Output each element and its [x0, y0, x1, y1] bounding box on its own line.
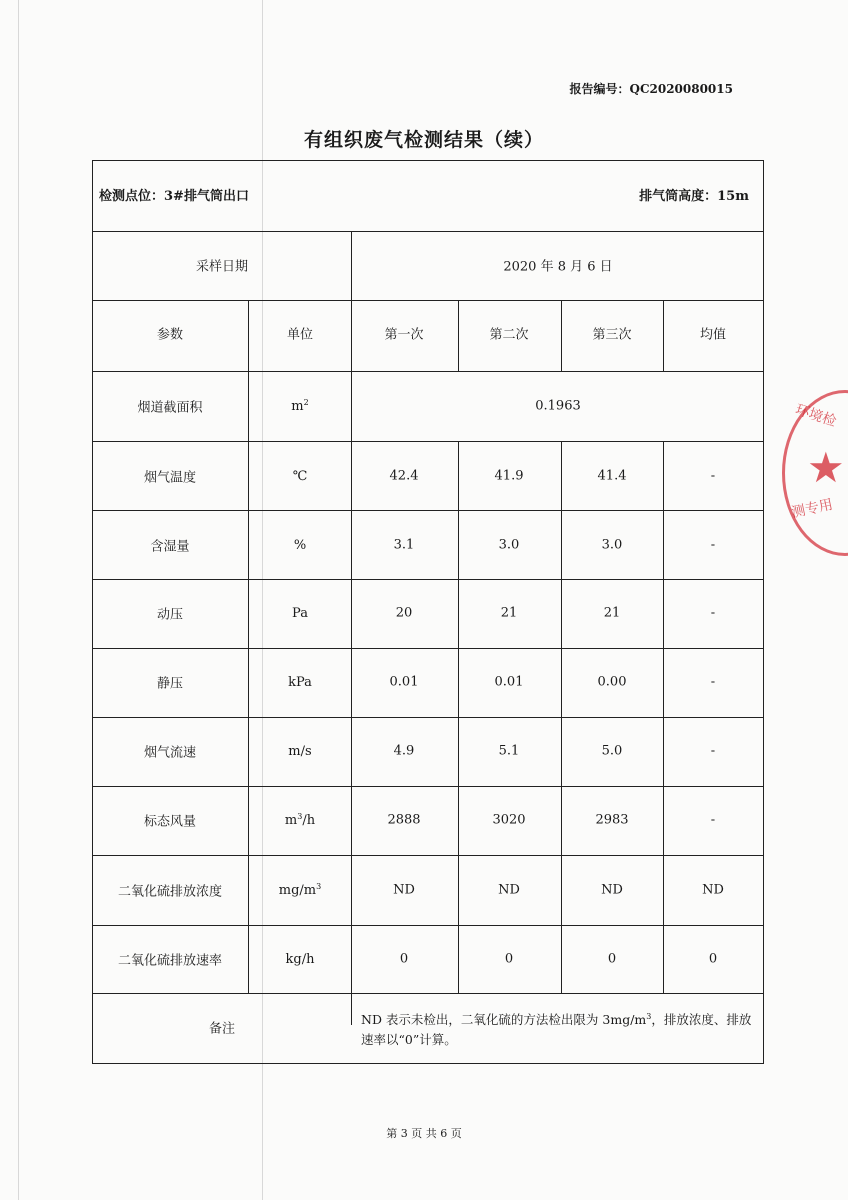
sampling-date-label: 采样日期 — [195, 259, 249, 275]
row-unit: ℃ — [292, 469, 308, 485]
col-header-first: 第一次 — [384, 327, 424, 343]
row-param: 二氧化硫排放浓度 — [117, 884, 223, 900]
row-unit: kPa — [288, 675, 312, 691]
row-value-average: - — [710, 674, 716, 690]
row-value-second: 41.9 — [494, 468, 524, 484]
col-header-second: 第二次 — [489, 327, 529, 343]
stamp-text-bottom: 测专用 — [790, 496, 835, 522]
row-param: 动压 — [156, 607, 184, 623]
report-number: 报告编号：QC2020080015 — [569, 82, 733, 96]
row-value-average: - — [710, 605, 716, 621]
grid-line — [93, 993, 763, 994]
stack-height: 排气筒高度：15m — [639, 189, 749, 204]
star-icon: ★ — [807, 443, 845, 492]
remark-label: 备注 — [208, 1021, 236, 1037]
row-value-second: 3.0 — [498, 537, 520, 553]
page-title: 有组织废气检测结果（续） — [303, 129, 544, 151]
grid-line — [458, 441, 459, 993]
remark-text: ND 表示未检出，二氧化硫的方法检出限为 $3mg/m^3$，排放浓度、排放速率以“0”计算。 — [361, 1012, 752, 1048]
row-unit: $mg/m^3$ — [278, 881, 322, 899]
grid-line — [561, 300, 562, 371]
row-param: 静压 — [156, 676, 184, 692]
row-value-third: 41.4 — [597, 468, 627, 484]
row-value-second: ND — [498, 882, 520, 898]
row-value-third: 2983 — [595, 812, 629, 828]
row-value-first: 0.01 — [389, 674, 419, 690]
page-number: 第 3 页 共 6 页 — [386, 1127, 462, 1140]
row-param: 烟气流速 — [143, 745, 197, 761]
row-value-first: 3.1 — [393, 537, 415, 553]
grid-line — [663, 300, 664, 371]
row-param: 烟道截面积 — [137, 400, 203, 416]
row-value-average: 0 — [708, 951, 718, 967]
stamp-text-top: 环境检 — [793, 401, 839, 431]
row-value-third: 0.00 — [597, 674, 627, 690]
row-value-second: 5.1 — [498, 743, 520, 759]
row-value-first: 42.4 — [389, 468, 419, 484]
grid-line — [351, 300, 352, 1025]
row-value-first: 0 — [399, 951, 409, 967]
row-param: 烟气温度 — [143, 470, 197, 486]
sampling-date-value: 2020 年 8 月 6 日 — [503, 259, 613, 275]
col-header-third: 第三次 — [592, 327, 632, 343]
row-value-average: - — [710, 743, 716, 759]
row-value-first: ND — [393, 882, 415, 898]
row-value-third: 0 — [607, 951, 617, 967]
grid-line — [351, 231, 352, 300]
row-unit: Pa — [292, 606, 308, 622]
row-unit: kg/h — [285, 952, 315, 968]
row-value-third: 21 — [603, 605, 621, 621]
row-value-third: 3.0 — [601, 537, 623, 553]
row-value-third: ND — [601, 882, 623, 898]
col-header-param: 参数 — [156, 327, 184, 343]
scan-edge-left — [18, 0, 19, 1200]
row-unit: $m^2$ — [291, 397, 309, 415]
seal-stamp — [782, 390, 848, 556]
row-value-second: 3020 — [492, 812, 526, 828]
col-header-average: 均值 — [699, 327, 727, 343]
row-param: 标态风量 — [143, 814, 197, 830]
row-param: 含湿量 — [150, 539, 190, 555]
grid-line — [561, 441, 562, 993]
results-table — [92, 160, 764, 1064]
row-unit: $m^3/h$ — [284, 811, 316, 829]
monitoring-point: 检测点位：3#排气筒出口 — [99, 189, 249, 204]
row-value-average: ND — [702, 882, 724, 898]
col-header-unit: 单位 — [286, 327, 314, 343]
row-value-average: - — [710, 468, 716, 484]
row-value-first: 20 — [395, 605, 413, 621]
row-value-merged: 0.1963 — [535, 398, 581, 414]
row-value-third: 5.0 — [601, 743, 623, 759]
row-value-second: 0 — [504, 951, 514, 967]
row-value-first: 4.9 — [393, 743, 415, 759]
row-unit: % — [293, 538, 307, 554]
row-unit: m/s — [288, 744, 312, 760]
row-value-average: - — [710, 537, 716, 553]
row-value-second: 21 — [500, 605, 518, 621]
row-value-second: 0.01 — [494, 674, 524, 690]
grid-line — [458, 300, 459, 371]
grid-line — [663, 441, 664, 993]
grid-line — [93, 371, 763, 372]
grid-line — [93, 231, 763, 232]
grid-line — [248, 300, 249, 993]
row-value-first: 2888 — [387, 812, 421, 828]
row-param: 二氧化硫排放速率 — [117, 953, 223, 969]
row-value-average: - — [710, 812, 716, 828]
